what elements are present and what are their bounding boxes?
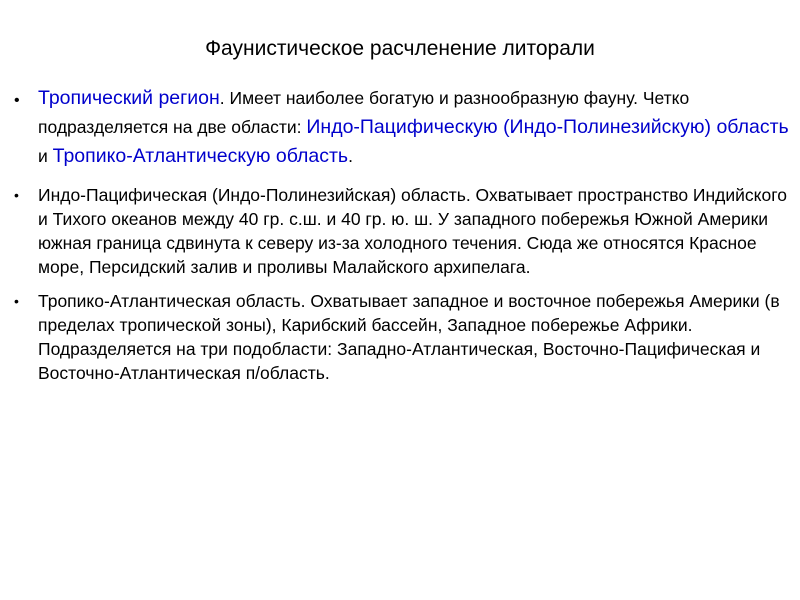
- bullet-text: Индо-Пацифическая (Индо-Полинезийская) область. Охватывает пространство Индийского и Тихого океанов между 40 гр. с.ш. и 40 гр. ю. ш. У западного побережья Южной Америки южная граница сдвинута к северу из-за холодного течения. Сюда же относятся Красное море, Персидский залив и проливы Малайского архипелага.: [38, 185, 787, 277]
- bullet-indo-pacific-area: [12, 183, 792, 279]
- term-tropical-region: Тропический регион: [38, 87, 220, 109]
- bullet-text-segment: и: [38, 146, 53, 166]
- bullet-tropico-atlantic-area: [12, 289, 792, 385]
- term-tropico-atlantic: Тропико-Атлантическую область: [52, 145, 349, 167]
- bullet-text: Тропико-Атлантическая область. Охватывает западное и восточное побережья Америки (в пределах тропической зоны), Карибский бассейн, Западное побережье Африки. Подразделяется на три подобласти: Западно-Атлантическая, Восточно-Пацифическая и Восточно-Атлантическая п/область.: [38, 291, 780, 383]
- slide-title: Фаунистическое расчленение литорали: [205, 37, 595, 60]
- bullet-icon: •: [14, 92, 20, 109]
- bullet-text-segment: . Имеет наиболее богатую и разнообразную фауну. Четко подразделяется на две области:: [38, 88, 690, 137]
- term-indo-pacific: Индо-Пацифическую (Индо-Полинезийскую) область: [306, 116, 789, 138]
- bullet-tropical-region: [12, 84, 792, 171]
- bullet-icon: •: [14, 187, 19, 203]
- bullet-icon: •: [14, 293, 19, 309]
- bullet-text-segment: .: [348, 146, 353, 166]
- bullet-list: [12, 84, 792, 385]
